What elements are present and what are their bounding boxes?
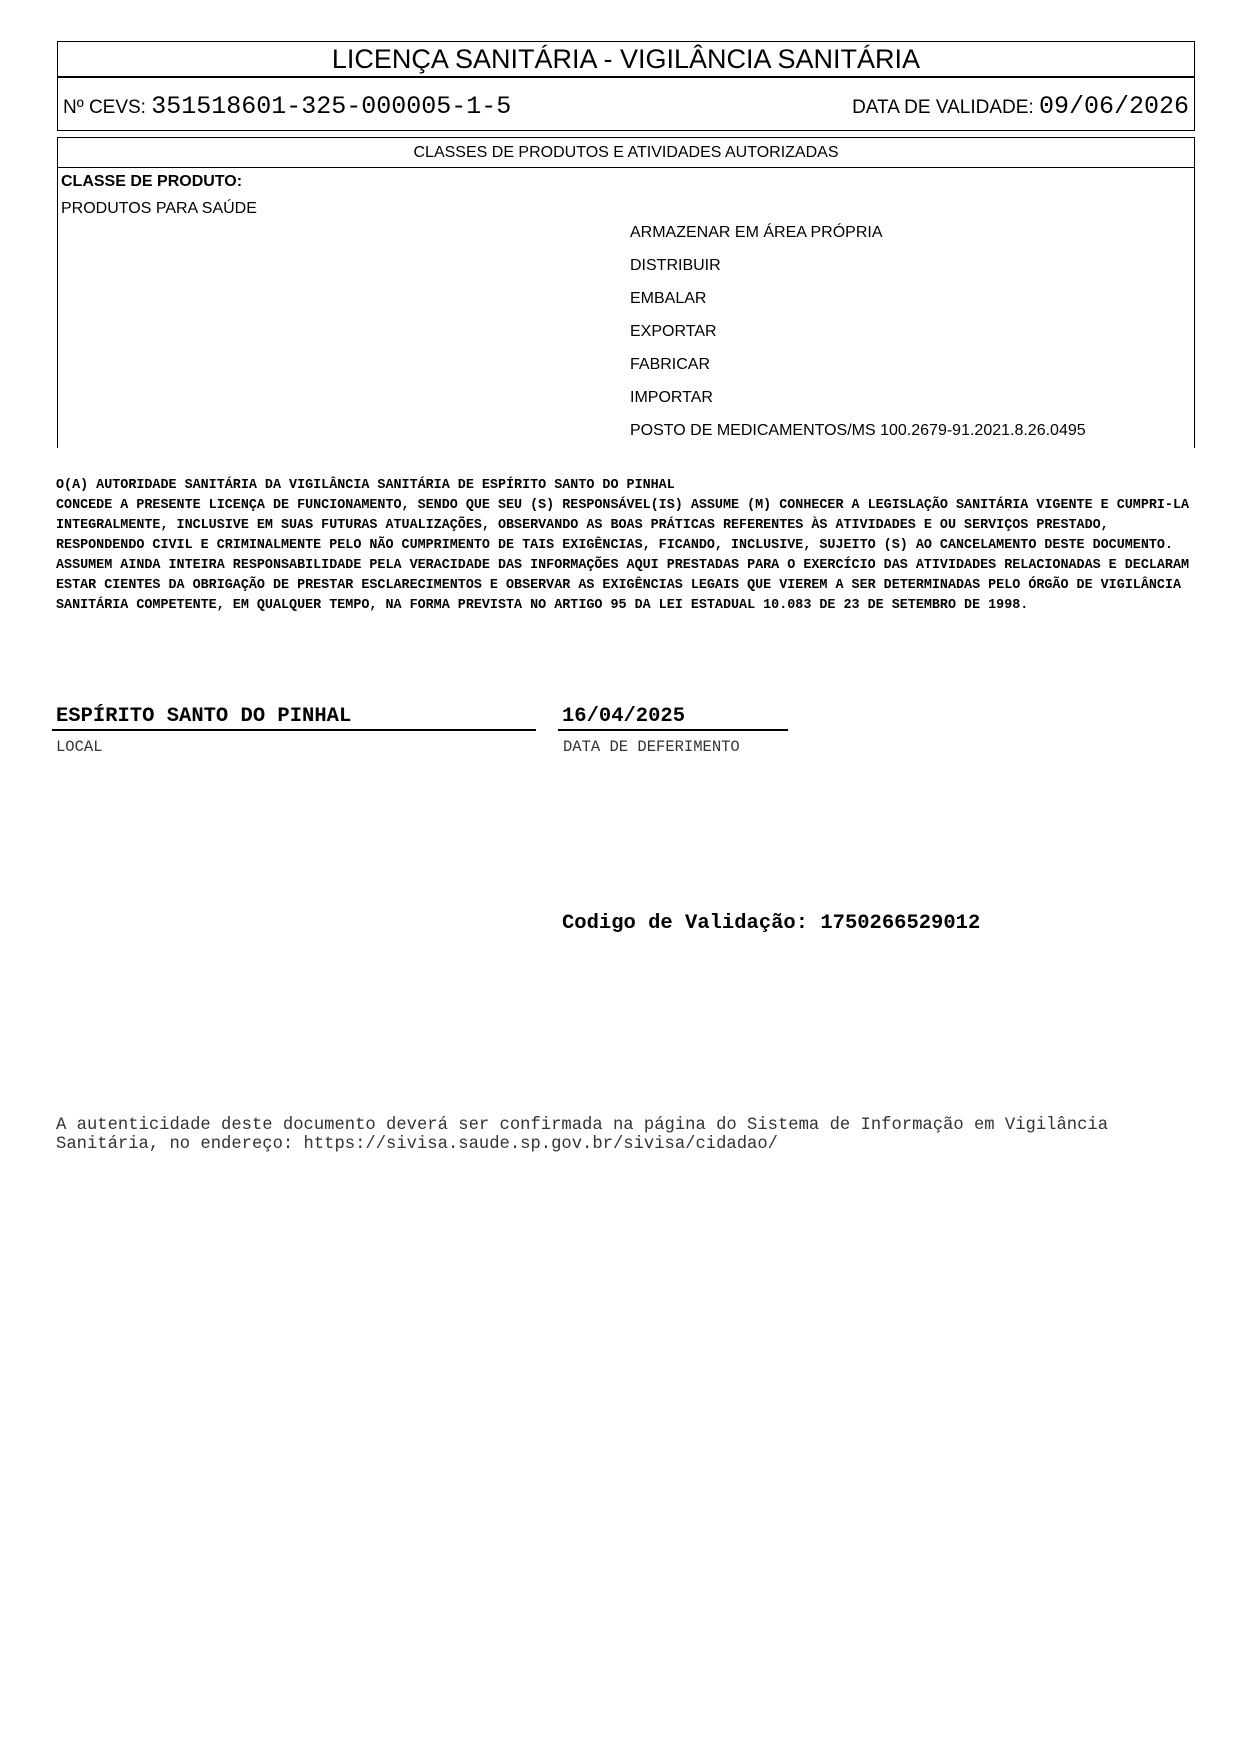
legal-authority: O(A) AUTORIDADE SANITÁRIA DA VIGILÂNCIA SANITÁRIA DE ESPÍRITO SANTO DO PINHAL	[56, 478, 675, 493]
activity-item: DISTRIBUIR	[630, 257, 721, 274]
activity-item: FABRICAR	[630, 356, 711, 373]
local-label: LOCAL	[56, 738, 103, 756]
activity-item: ARMAZENAR EM ÁREA PRÓPRIA	[630, 224, 883, 241]
cevs-block	[63, 92, 511, 121]
cevs-label: Nº CEVS:	[63, 97, 146, 118]
classes-section	[57, 137, 1195, 448]
product-class: PRODUTOS PARA SAÚDE	[61, 200, 257, 217]
activity-item: IMPORTAR	[630, 389, 713, 406]
legal-concession: CONCEDE A PRESENTE LICENÇA DE FUNCIONAMENTO, SENDO QUE SEU (S) RESPONSÁVEL(IS) ASSUME (M) CONHECER A LEGISLAÇÃO SANITÁRIA VIGENTE E CUMPRI-LA INTEGRALMENTE, INCLUSIVE EM SUAS FUTURAS ATUALIZAÇÕES, OBSERVANDO AS BOAS PRÁTICAS REFERENTES ÀS ATIVIDADES E OU SERVIÇOS PRESTADO, RESPONDENDO CIVIL E CRIMINALMENTE PELO NÃO CUMPRIMENTO DE TAIS EXIGÊNCIAS, FICANDO, INCLUSIVE, SUJEITO (S) AO CANCELAMENTO DESTE DOCUMENTO.	[56, 498, 1190, 553]
validity-label: DATA DE VALIDADE:	[852, 97, 1034, 118]
activity-item: EMBALAR	[630, 290, 707, 307]
document-title: LICENÇA SANITÁRIA - VIGILÂNCIA SANITÁRIA	[57, 41, 1195, 77]
date-label: DATA DE DEFERIMENTO	[563, 738, 740, 756]
cevs-row	[57, 77, 1195, 131]
legal-text	[56, 476, 1196, 616]
validation-code: Codigo de Validação: 1750266529012	[562, 912, 981, 935]
validity-block	[852, 92, 1189, 121]
date-value: 16/04/2025	[558, 705, 788, 731]
validity-value: 09/06/2026	[1038, 92, 1189, 121]
activity-item: POSTO DE MEDICAMENTOS/MS 100.2679-91.2021.8.26.0495	[630, 422, 1086, 439]
cevs-value: 351518601-325-000005-1-5	[151, 92, 512, 121]
authenticity-note: A autenticidade deste documento deverá ser confirmada na página do Sistema de Informação em Vigilância Sanitária, no endereço: https://sivisa.saude.sp.gov.br/sivisa/cidadao/	[56, 1116, 1109, 1154]
legal-responsibility: ASSUMEM AINDA INTEIRA RESPONSABILIDADE PELA VERACIDADE DAS INFORMAÇÕES AQUI PRESTADAS PARA O EXERCÍCIO DAS ATIVIDADES RELACIONADAS E DECLARAM ESTAR CIENTES DA OBRIGAÇÃO DE PRESTAR ESCLARECIMENTOS E OBSERVAR AS EXIGÊNCIAS LEGAIS QUE VIEREM A SER DETERMINADAS PELO ÓRGÃO DE VIGILÂNCIA SANITÁRIA COMPETENTE, EM QUALQUER TEMPO, NA FORMA PREVISTA NO ARTIGO 95 DA LEI ESTADUAL 10.083 DE 23 DE SETEMBRO DE 1998.	[56, 558, 1190, 613]
local-value: ESPÍRITO SANTO DO PINHAL	[52, 705, 536, 731]
classes-header: CLASSES DE PRODUTOS E ATIVIDADES AUTORIZADAS	[58, 138, 1194, 168]
activity-list	[630, 223, 1086, 454]
product-class-label: CLASSE DE PRODUTO:	[61, 173, 243, 190]
activity-item: EXPORTAR	[630, 323, 717, 340]
